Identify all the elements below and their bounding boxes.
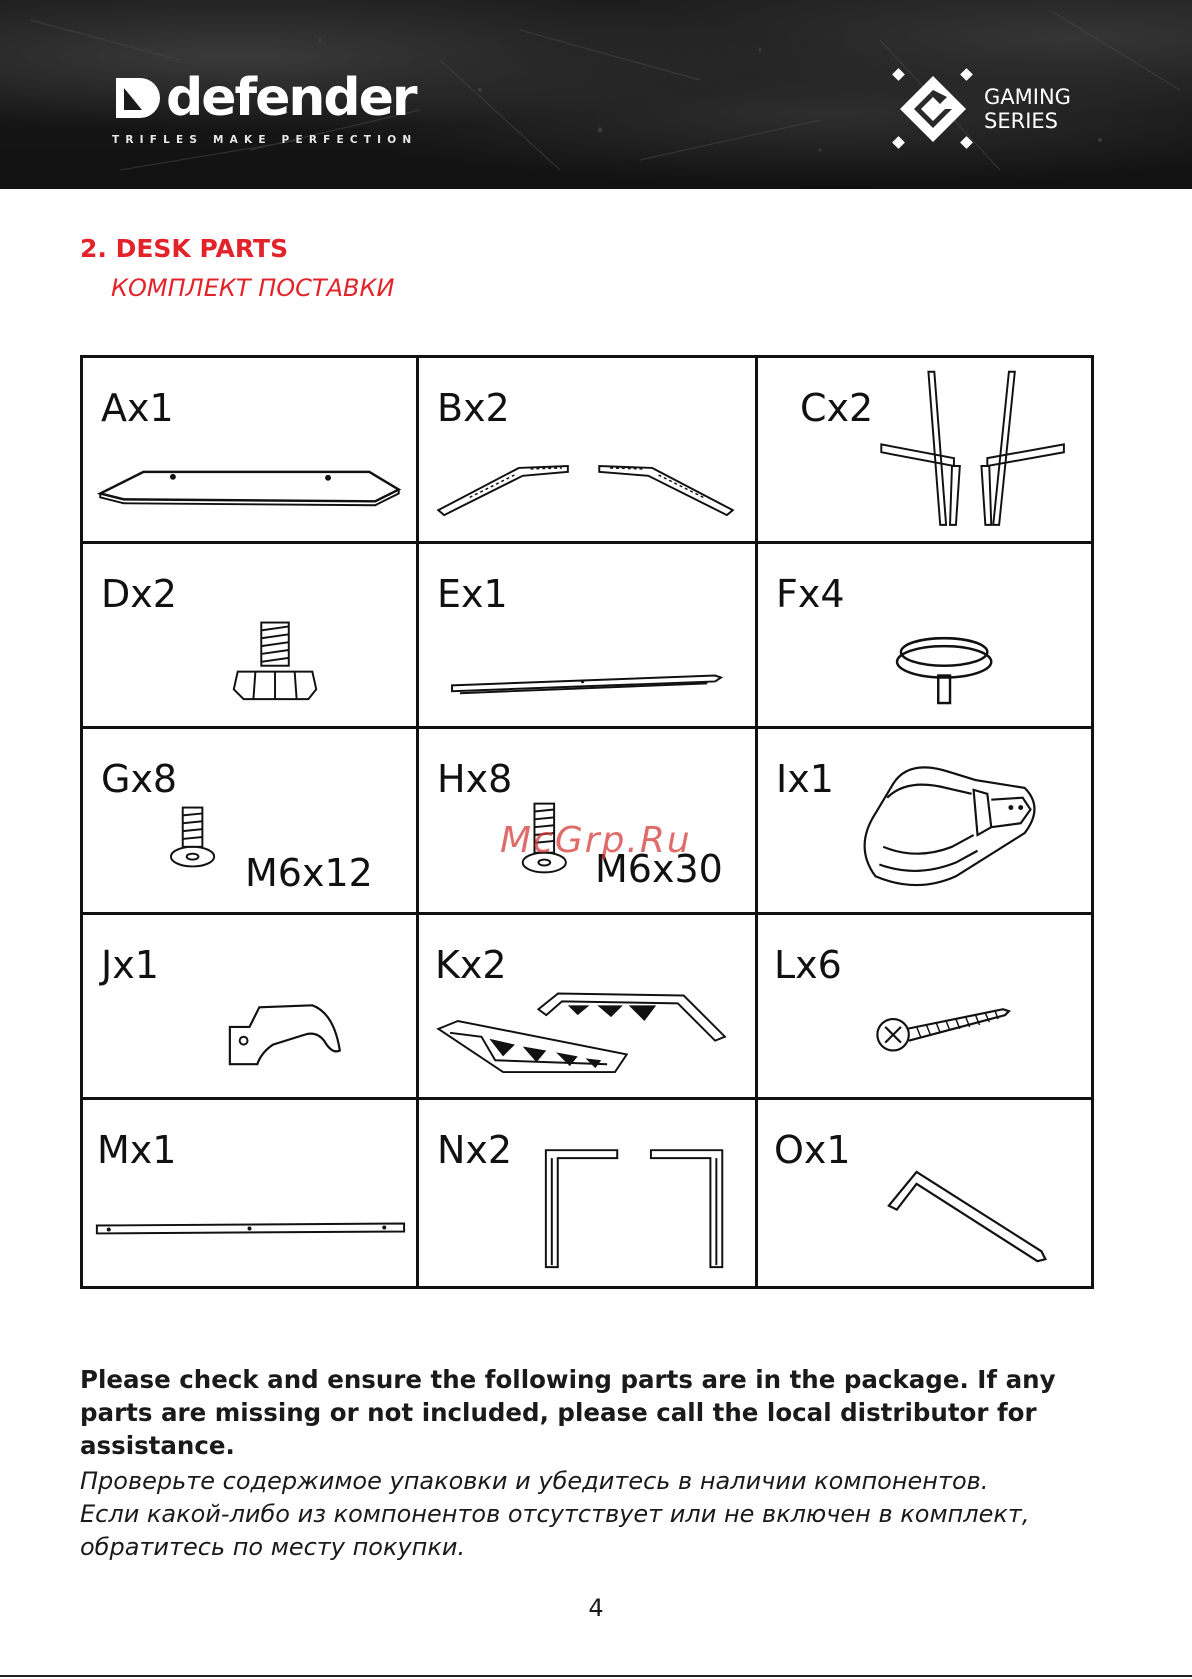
part-cell-m	[83, 1100, 419, 1286]
wood-screw-icon	[758, 915, 1091, 1098]
part-label: Ox1	[774, 1128, 851, 1173]
leveling-foot-icon	[83, 544, 416, 727]
short-bolt-icon	[83, 729, 416, 912]
note-russian-line-1: Проверьте содержимое упаковки и убедитесь в наличии компонентов.	[80, 1467, 989, 1495]
desktop-board-icon	[83, 358, 416, 541]
part-label: Ax1	[101, 386, 174, 430]
hex-key-icon	[758, 1100, 1091, 1286]
bolt-size-label: M6x30	[595, 847, 723, 892]
part-cell-b	[419, 358, 758, 544]
cup-holder-icon	[758, 729, 1091, 912]
part-label: Ix1	[776, 757, 834, 802]
part-cell-d	[83, 544, 419, 730]
note-russian	[80, 1465, 1120, 1564]
part-label: Hx8	[437, 757, 513, 802]
part-label: Gx8	[101, 757, 178, 802]
note-russian-line-3: обратитесь по месту покупки.	[80, 1533, 466, 1561]
gaming-series-mark-icon	[890, 66, 976, 152]
part-label: Dx2	[101, 571, 177, 616]
headphone-hook-icon	[83, 915, 416, 1098]
part-label: Kx2	[435, 942, 507, 987]
part-label: Ex1	[437, 571, 508, 616]
support-bar-icon	[83, 1100, 416, 1286]
part-label: Nx2	[437, 1128, 513, 1173]
brand-name: defender	[166, 68, 416, 128]
part-cell-i	[758, 729, 1091, 915]
note-english: Please check and ensure the following parts are in the package. If any parts are missing or not included, please call the local distributor for assistance.	[80, 1365, 1056, 1460]
part-cell-c	[758, 358, 1091, 544]
cap-plug-icon	[758, 544, 1091, 727]
part-label: Bx2	[437, 386, 510, 430]
defender-logo	[112, 68, 418, 146]
part-label: Lx6	[774, 942, 842, 987]
part-label: Cx2	[800, 386, 874, 430]
series-line-1: GAMING	[984, 85, 1071, 109]
page-number: 4	[588, 1594, 604, 1622]
crossbar-icon	[419, 544, 755, 727]
l-bracket-icon	[419, 1100, 755, 1286]
part-cell-f	[758, 544, 1091, 730]
part-cell-a	[83, 358, 419, 544]
part-cell-l	[758, 915, 1091, 1101]
note-russian-line-2: Если какой-либо из компонентов отсутствует или не включен в комплект,	[80, 1500, 1030, 1528]
part-label: Jx1	[101, 942, 159, 987]
brand-tagline: TRIFLES MAKE PERFECTION	[112, 134, 418, 146]
bottom-rule	[0, 1675, 1192, 1677]
section-subtitle: КОМПЛЕКТ ПОСТАВКИ	[111, 274, 395, 302]
part-cell-g	[83, 729, 419, 915]
watermark: McGrp.Ru	[500, 820, 692, 861]
section-title: 2. DESK PARTS	[80, 234, 289, 263]
truss-panel-icon	[419, 915, 755, 1098]
header-banner	[0, 0, 1192, 189]
series-line-2: SERIES	[984, 109, 1058, 133]
gaming-series-logo	[890, 66, 1071, 152]
defender-mark-icon	[112, 74, 160, 122]
part-cell-e	[419, 544, 758, 730]
bolt-size-label: M6x12	[245, 851, 373, 896]
side-leg-frame-icon	[758, 358, 1091, 541]
part-cell-k	[419, 915, 758, 1101]
leg-bracket-icon	[419, 358, 755, 541]
part-label: Fx4	[776, 571, 845, 616]
part-cell-j	[83, 915, 419, 1101]
part-label: Mx1	[97, 1128, 177, 1173]
part-cell-o	[758, 1100, 1091, 1286]
part-cell-n	[419, 1100, 758, 1286]
